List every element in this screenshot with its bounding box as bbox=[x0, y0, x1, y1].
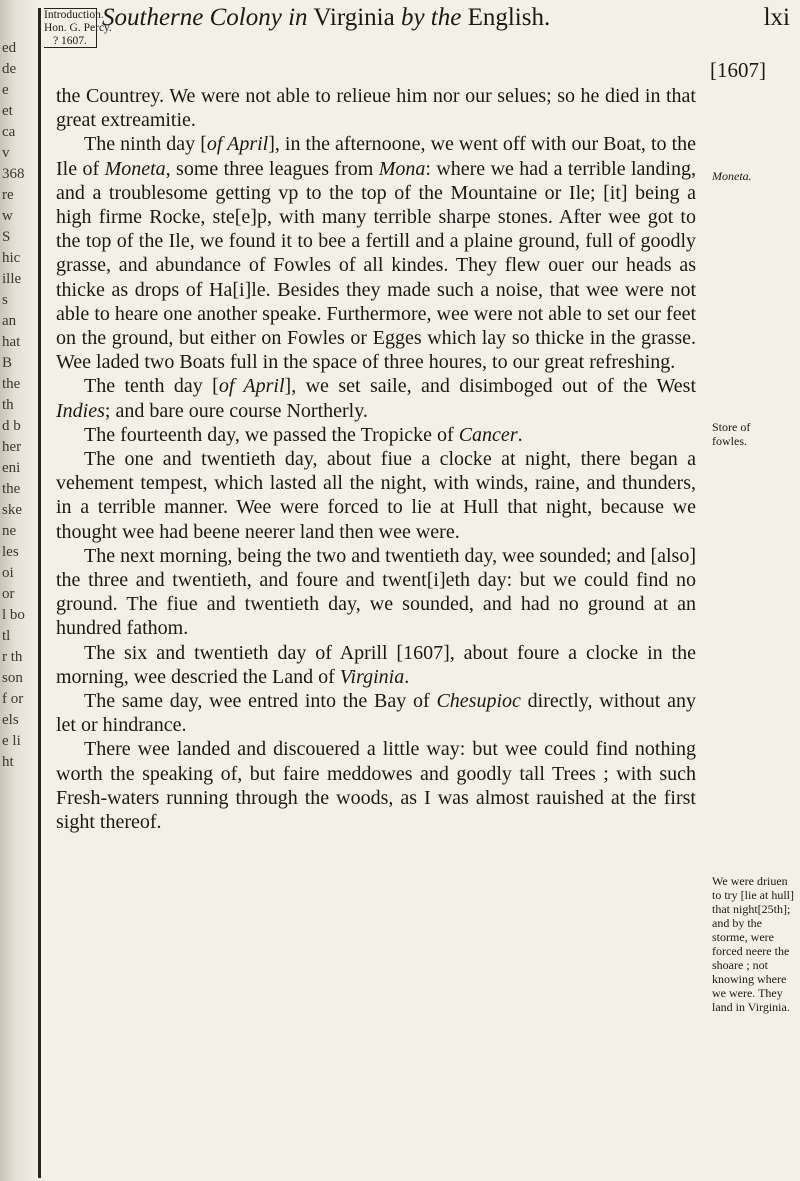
bleed-fragment: ed bbox=[2, 40, 17, 56]
bleed-fragment: hic bbox=[2, 250, 21, 266]
bleed-fragment: B bbox=[2, 355, 13, 371]
italic-text: Mona bbox=[378, 157, 426, 180]
running-title-italic-2: by the bbox=[400, 4, 462, 31]
bracket-line-2: Hon. G. Percy. bbox=[44, 22, 112, 34]
bleed-fragment: son bbox=[2, 670, 23, 686]
italic-text: Chesupioc bbox=[436, 690, 521, 713]
italic-text: of April bbox=[206, 133, 269, 156]
year-marginal-note: [1607] bbox=[710, 58, 766, 82]
bleed-fragment: ske bbox=[2, 502, 22, 518]
bleed-fragment: r th bbox=[2, 649, 23, 665]
bleed-fragment: re bbox=[2, 187, 14, 203]
margin-rule bbox=[38, 8, 41, 1178]
bleed-fragment: e li bbox=[2, 733, 21, 749]
bleed-fragment: w bbox=[2, 208, 13, 224]
bleed-fragment: els bbox=[2, 712, 19, 728]
text-run: ; and bare oure course Northerly. bbox=[104, 399, 368, 422]
text-run: , some three leagues from bbox=[165, 157, 379, 180]
text-run: There wee landed and discouered a little way: but wee could find nothing worth the speaking of, but faire meddowes and goodly tall Trees ; with such Fresh-waters running through the woods, as I was almost rauished at the first sight thereof. bbox=[56, 738, 696, 834]
paragraph bbox=[56, 689, 696, 737]
running-head bbox=[102, 4, 792, 32]
running-title-end: English. bbox=[461, 4, 551, 31]
italic-text: of April bbox=[218, 375, 285, 398]
bleed-fragment: s bbox=[2, 292, 8, 308]
facing-page-bleed-text bbox=[0, 0, 40, 1181]
sidenote-moneta: Moneta. bbox=[712, 169, 752, 183]
text-run: The tenth day [ bbox=[84, 375, 219, 398]
bleed-fragment: et bbox=[2, 103, 13, 119]
bleed-fragment: les bbox=[2, 544, 19, 560]
paragraph bbox=[56, 641, 696, 689]
bleed-fragment: f or bbox=[2, 691, 24, 707]
paragraph bbox=[56, 447, 696, 544]
bleed-fragment: the bbox=[2, 481, 21, 497]
bleed-fragment: ht bbox=[2, 754, 14, 770]
bleed-fragment: oi bbox=[2, 565, 14, 581]
bracket-line-3: ? 1607. bbox=[53, 35, 87, 47]
bleed-fragment: e bbox=[2, 82, 9, 98]
text-run: The same day, wee entred into the Bay of bbox=[84, 690, 437, 713]
italic-text: Moneta bbox=[104, 157, 166, 180]
body-text bbox=[56, 84, 696, 834]
bleed-fragment: S bbox=[2, 229, 11, 245]
bleed-fragment: hat bbox=[2, 334, 21, 350]
text-run: The one and twentieth day, about fiue a clocke at night, there began a vehement tempest, which lasted all the night, with winds, raine, and thunders, in a terrible manner. Wee were forced to lie at Hull that night, because we thought wee had beene neerer land then wee were. bbox=[56, 448, 696, 543]
text-run: . bbox=[517, 423, 523, 446]
bleed-fragment: or bbox=[2, 586, 15, 602]
bleed-fragment: ca bbox=[2, 124, 16, 140]
text-run: The next morning, being the two and twentieth day, wee sounded; and [also] the three and twentieth, and foure and twent[i]eth day: but we could find no ground. The fiue and twentieth day, we sounded, and had no ground at an hundred fathom. bbox=[56, 544, 696, 640]
text-run: : where we had a terrible landing, and a troublesome getting vp to the top of the Mountaine or Ile; [it] being a high firme Rocke, ste[e]p, with many terrible sharpe stones. After wee got to the top of the Ile, we found it to bee a fertill and a plaine ground, full of goodly grasse, and abundance of Fowles of all kindes. They flew ouer our heads as thicke as drops of Ha[i]le. Besides they made such a noise, that wee were not able to heare one another speake. Furthermore, wee were not able to set our feet on the ground, but either on Fowles or Egges which lay so thicke in the grasse. Wee laded two Boats full in the space of three houres, to our great refreshing. bbox=[56, 157, 696, 374]
bleed-fragment: the bbox=[2, 376, 21, 392]
bleed-fragment: 368 bbox=[2, 166, 25, 182]
sidenote-fowles: Store of fowles. bbox=[712, 420, 751, 448]
bleed-fragment: ille bbox=[2, 271, 22, 287]
running-title-place: Virginia bbox=[307, 4, 401, 31]
paragraph bbox=[56, 544, 696, 641]
page-number: lxi bbox=[763, 4, 790, 31]
paragraph bbox=[56, 84, 696, 132]
bracket-line-1: Introduction. bbox=[44, 9, 104, 21]
text-run: . bbox=[404, 665, 410, 688]
bleed-fragment: v bbox=[2, 145, 10, 161]
running-title-italic: Southerne Colony in bbox=[102, 4, 308, 31]
bleed-fragment: her bbox=[2, 439, 22, 455]
text-run: the Countrey. We were not able to relieue him nor our selues; so he died in that great extreamitie. bbox=[56, 85, 696, 132]
bleed-fragment: ne bbox=[2, 523, 17, 539]
bleed-fragment: l bo bbox=[2, 607, 25, 623]
bleed-fragment: tl bbox=[2, 628, 11, 644]
bleed-fragment: an bbox=[2, 313, 17, 329]
italic-text: Cancer bbox=[458, 423, 518, 446]
text-run: directly, without any let or hindrance. bbox=[56, 690, 697, 737]
text-run: The ninth day [ bbox=[84, 133, 207, 156]
bleed-fragment: eni bbox=[2, 460, 21, 476]
italic-text: Virginia bbox=[339, 665, 405, 688]
sidenote-we-were-driven: We were driuen to try [lie at hull] that night[25th]; and by the storme, were forced neere the shoare ; not knowing where we were. They land in Virginia. bbox=[712, 874, 794, 1014]
text-run: The six and twentieth day of Aprill [1607], about foure a clocke in the morning, wee descried the Land of bbox=[56, 641, 696, 688]
text-run: ], we set saile, and disimboged out of the West bbox=[284, 375, 696, 398]
bleed-fragment: th bbox=[2, 397, 14, 413]
bleed-fragment: de bbox=[2, 61, 17, 77]
paragraph bbox=[56, 132, 696, 374]
paragraph bbox=[56, 423, 696, 447]
italic-text: Indies bbox=[56, 399, 105, 422]
running-head-bracket bbox=[44, 8, 112, 48]
text-run: ], in the afternoone, we went off with our Boat, to the Ile of bbox=[56, 133, 696, 180]
bleed-fragment: d b bbox=[2, 418, 21, 434]
paragraph bbox=[56, 737, 696, 834]
text-run: The fourteenth day, we passed the Tropicke of bbox=[84, 423, 459, 446]
paragraph bbox=[56, 374, 696, 422]
